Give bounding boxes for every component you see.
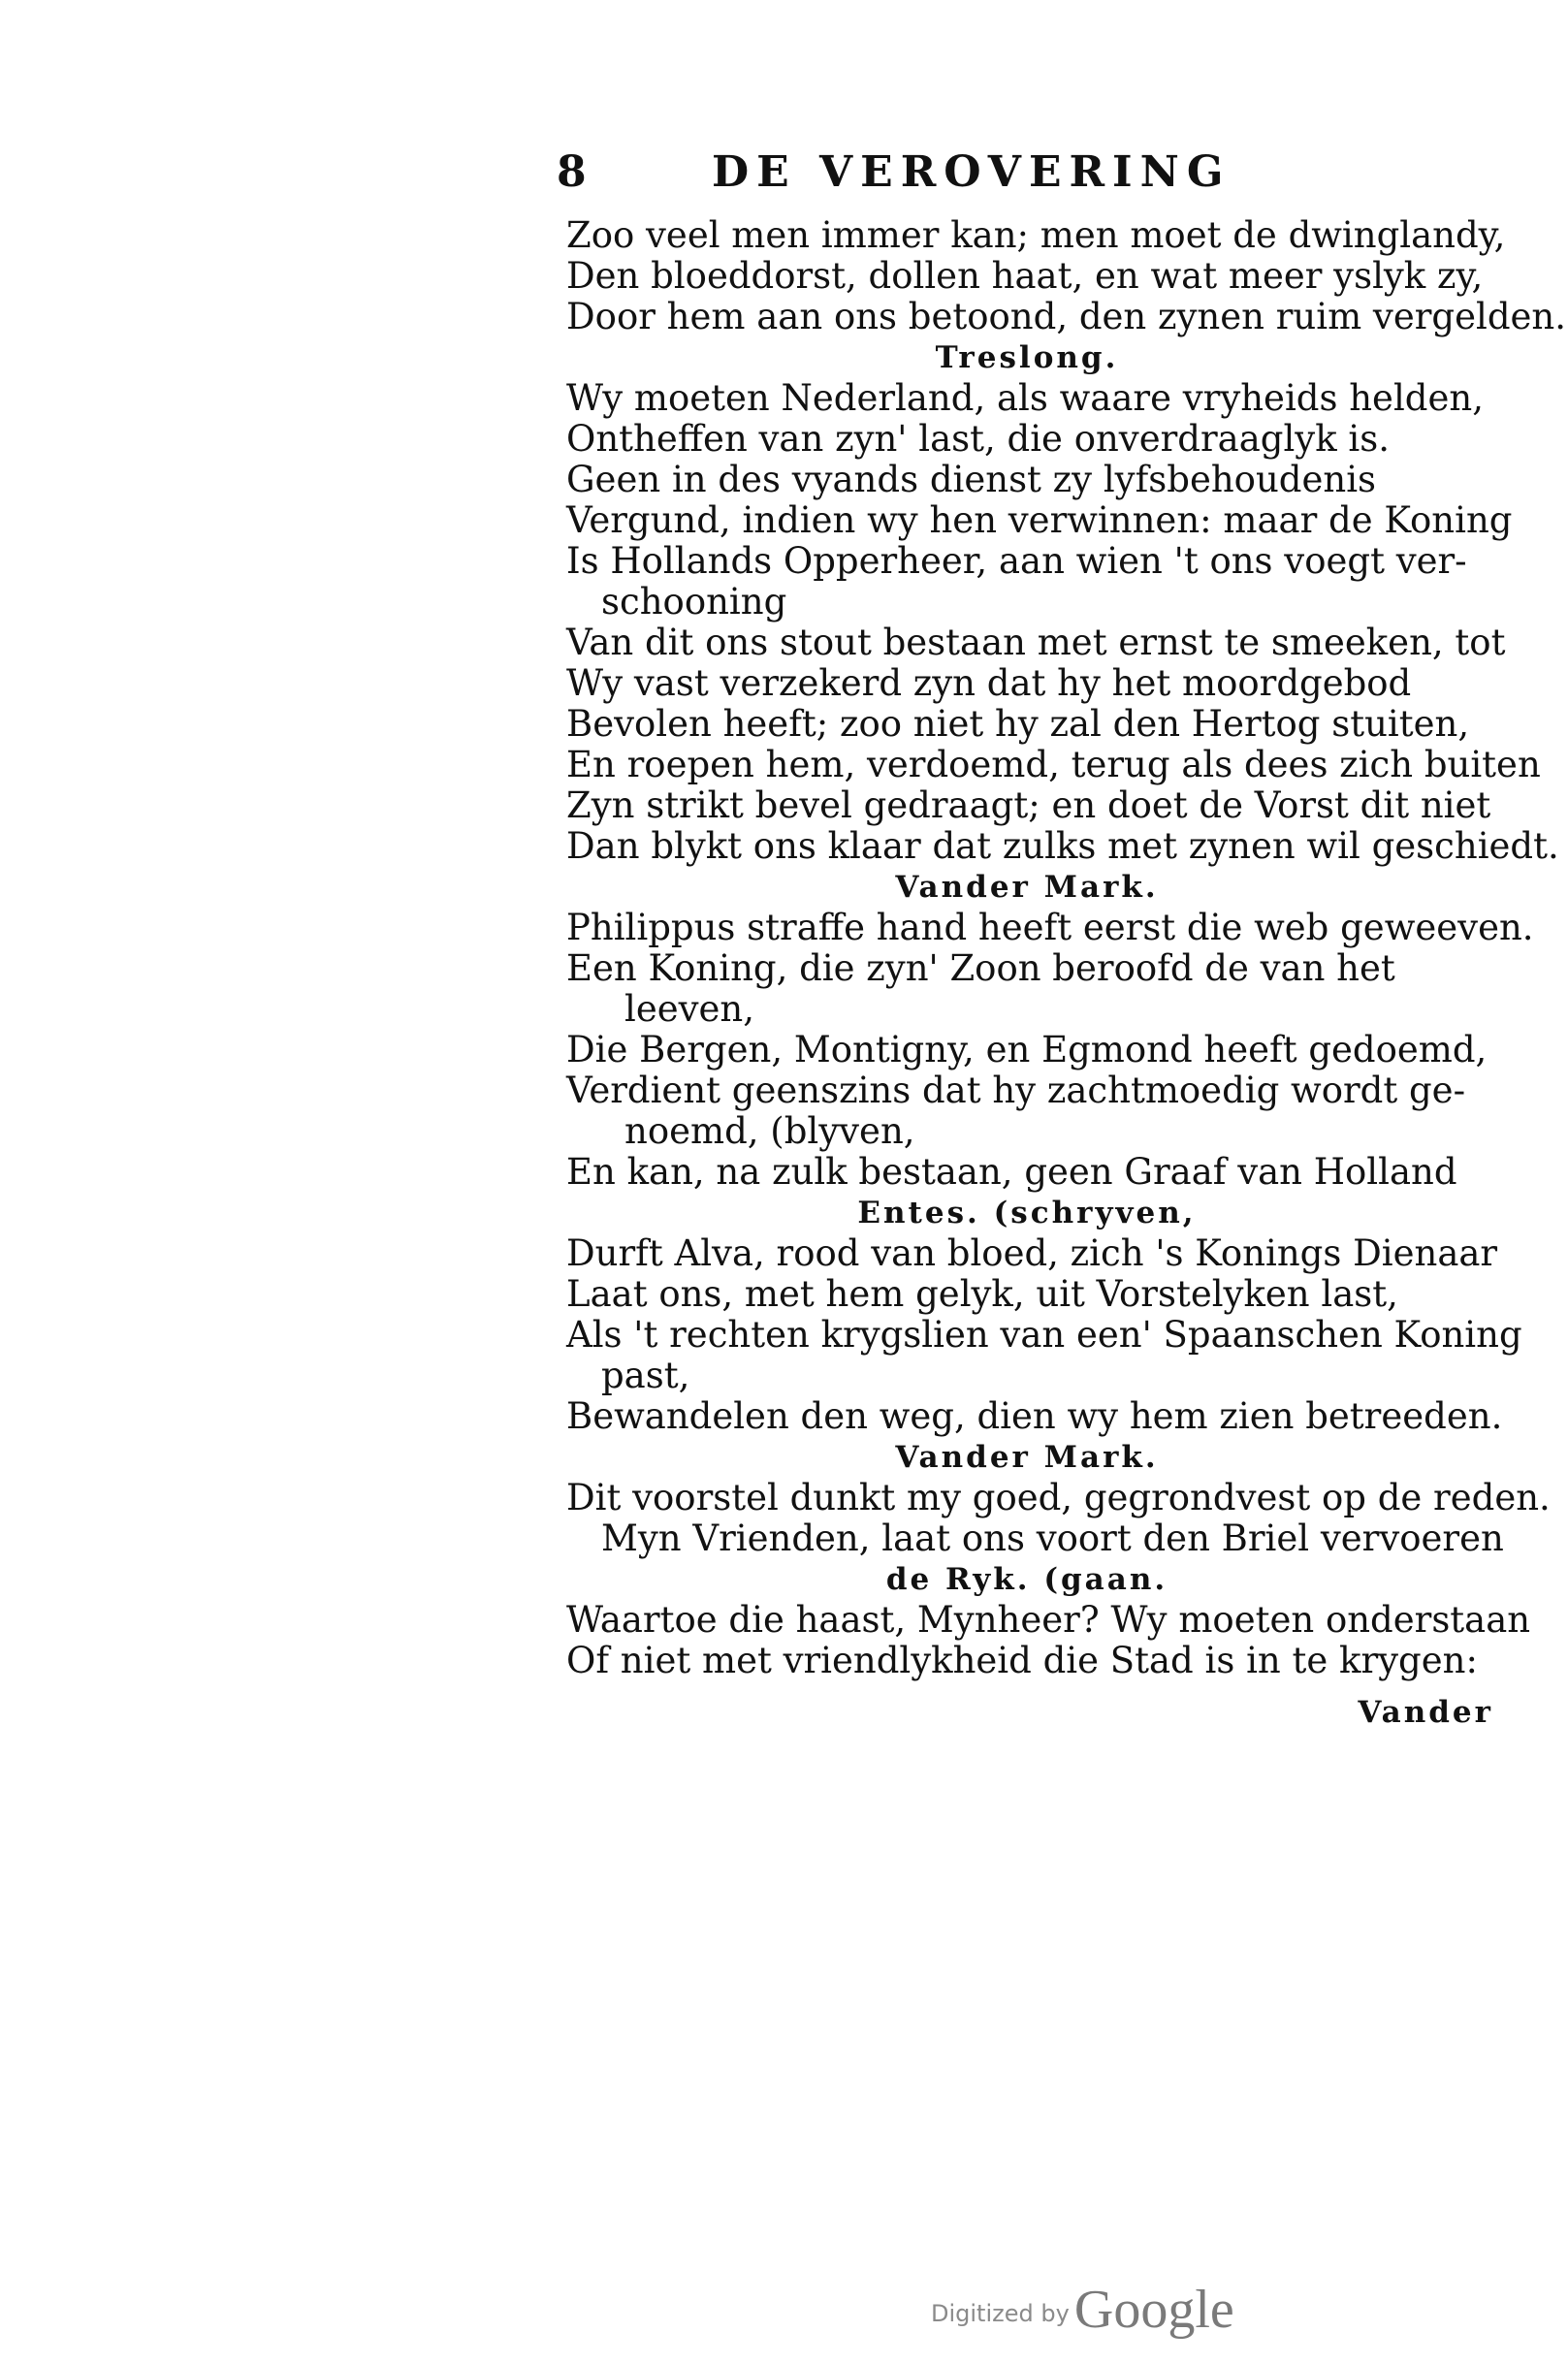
page-number: 8 bbox=[557, 147, 594, 197]
watermark-brand-logo: Google bbox=[1073, 2280, 1234, 2340]
verse-line: Laat ons, met hem gelyk, uit Vorstelyken last, bbox=[566, 1273, 1398, 1315]
verse-line: En kan, na zulk bestaan, geen Graaf van Holland bbox=[566, 1151, 1457, 1193]
verse-line: Bewandelen den weg, dien wy hem zien betreeden. bbox=[566, 1395, 1503, 1437]
verse-line: schooning bbox=[601, 581, 787, 623]
verse-line: En roepen hem, verdoemd, terug als dees zich buiten bbox=[566, 744, 1541, 785]
verse-line: Of niet met vriendlykheid die Stad is in te krygen: bbox=[566, 1640, 1478, 1681]
watermark-prefix: Digitized by bbox=[931, 2300, 1070, 2327]
speaker-name: Vander Mark. bbox=[895, 870, 1159, 905]
verse-line: Van dit ons stout bestaan met ernst te smeeken, tot bbox=[566, 622, 1506, 663]
digitized-by-google-watermark bbox=[931, 2279, 1234, 2341]
speaker-name: Entes. (schryven, bbox=[857, 1196, 1197, 1230]
verse-line: Geen in des vyands dienst zy lyfsbehoudenis bbox=[566, 459, 1377, 500]
running-title: DE VEROVERING bbox=[712, 147, 1232, 197]
verse-line: Wy vast verzekerd zyn dat hy het moordgebod bbox=[566, 662, 1412, 704]
speaker-name: de Ryk. (gaan. bbox=[885, 1562, 1168, 1597]
verse-line: Die Bergen, Montigny, en Egmond heeft gedoemd, bbox=[566, 1029, 1488, 1070]
verse-line: Is Hollands Opperheer, aan wien 't ons voegt ver- bbox=[566, 540, 1467, 582]
verse-line: Wy moeten Nederland, als waare vryheids helden, bbox=[566, 377, 1484, 419]
verse-line: Dit voorstel dunkt my goed, gegrondvest op de reden. bbox=[566, 1477, 1551, 1518]
verse-line: Bevolen heeft; zoo niet hy zal den Hertog stuiten, bbox=[566, 703, 1470, 745]
verse-line: Als 't rechten krygslien van een' Spaanschen Koning bbox=[566, 1314, 1522, 1356]
verse-line: Durft Alva, rood van bloed, zich 's Konings Dienaar bbox=[566, 1232, 1498, 1274]
running-header bbox=[557, 147, 1488, 215]
verse-line: Zoo veel men immer kan; men moet de dwinglandy, bbox=[566, 214, 1506, 256]
speaker-name: Treslong. bbox=[935, 340, 1119, 375]
verse-line: Ontheffen van zyn' last, die onverdraaglyk is. bbox=[566, 418, 1390, 460]
verse-line: Vergund, indien wy hen verwinnen: maar de Koning bbox=[566, 499, 1513, 541]
verse-line: Waartoe die haast, Mynheer? Wy moeten onderstaan bbox=[566, 1599, 1531, 1641]
catchword: Vander bbox=[1358, 1695, 1493, 1730]
verse-line: Myn Vrienden, laat ons voort den Briel vervoeren bbox=[601, 1517, 1504, 1559]
verse-line: Dan blykt ons klaar dat zulks met zynen wil geschiedt. bbox=[566, 825, 1559, 867]
verse-line: past, bbox=[601, 1355, 690, 1396]
verse-line: leeven, bbox=[624, 988, 755, 1030]
verse-line: Een Koning, die zyn' Zoon beroofd de van het bbox=[566, 947, 1395, 989]
verse-line: Door hem aan ons betoond, den zynen ruim vergelden. bbox=[566, 296, 1566, 337]
verse-line: Zyn strikt bevel gedraagt; en doet de Vorst dit niet bbox=[566, 784, 1491, 826]
verse-line: noemd, (blyven, bbox=[624, 1110, 915, 1152]
verse-line: Philippus straffe hand heeft eerst die web geweeven. bbox=[566, 907, 1534, 948]
verse-text-block bbox=[566, 214, 1566, 1681]
verse-line: Verdient geenszins dat hy zachtmoedig wordt ge- bbox=[566, 1070, 1466, 1111]
verse-line: Den bloeddorst, dollen haat, en wat meer yslyk zy, bbox=[566, 255, 1484, 297]
speaker-name: Vander Mark. bbox=[895, 1440, 1159, 1475]
